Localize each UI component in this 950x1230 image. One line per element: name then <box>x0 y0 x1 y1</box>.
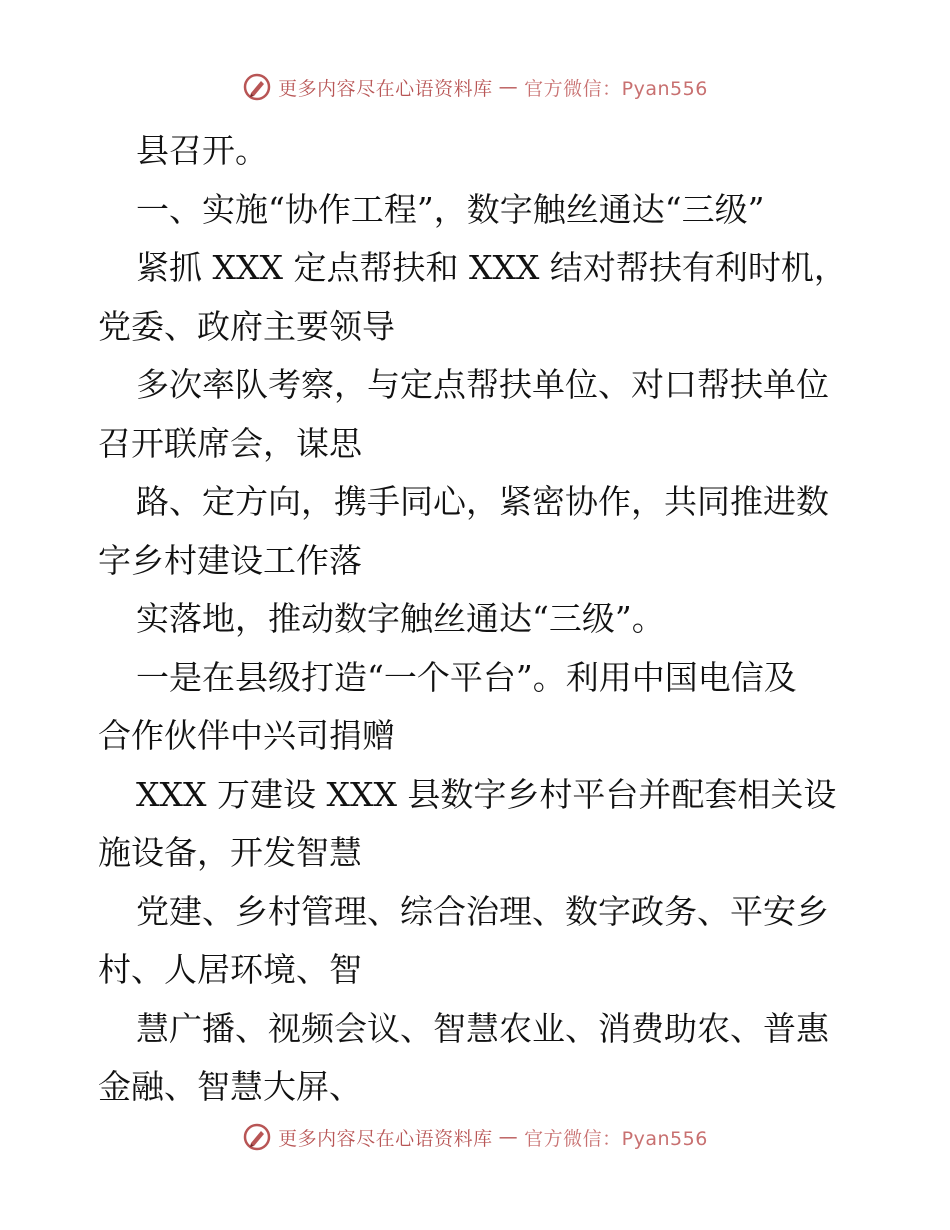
text-line: 村、人居环境、智 <box>98 950 362 989</box>
text-line: 紧抓 XXX 定点帮扶和 XXX 结对帮扶有利时机， <box>136 248 847 287</box>
watermark-wechat: 官方微信：Pyan556 <box>524 77 708 100</box>
pen-logo-icon <box>242 72 272 102</box>
text-line: 字乡村建设工作落 <box>98 540 362 580</box>
footer-watermark <box>0 1122 950 1152</box>
text-line: 慧广播、视频会议、智慧农业、消费助农、普惠 <box>136 1008 829 1048</box>
watermark-dash: — <box>498 1126 519 1148</box>
text-line: 施设备，开发智慧 <box>98 833 362 872</box>
text-line: 多次率队考察，与定点帮扶单位、对口帮扶单位 <box>136 365 829 404</box>
text-line: 一、实施“协作工程”，数字触丝通达“三级” <box>136 189 765 229</box>
header-watermark <box>0 72 950 102</box>
watermark-wechat: 官方微信：Pyan556 <box>524 1127 708 1150</box>
text-line: 金融、智慧大屏、 <box>98 1067 362 1106</box>
text-line: 合作伙伴中兴司捐赠 <box>98 716 395 755</box>
text-line: 县召开。 <box>136 131 268 170</box>
watermark-text: 更多内容尽在心语资料库 <box>278 77 493 100</box>
pen-logo-icon <box>242 1122 272 1152</box>
text-line: XXX 万建设 XXX 县数字乡村平台并配套相关设 <box>136 774 837 814</box>
body-text <box>98 122 858 1117</box>
text-line: 实落地，推动数字触丝通达“三级”。 <box>136 599 665 638</box>
text-line: 党建、乡村管理、综合治理、数字政务、平安乡 <box>136 891 829 931</box>
text-line: 党委、政府主要领导 <box>98 306 395 346</box>
text-line: 召开联席会，谋思 <box>98 423 362 463</box>
watermark-text: 更多内容尽在心语资料库 <box>278 1127 493 1150</box>
text-line: 一是在县级打造“一个平台”。利用中国电信及 <box>136 657 797 697</box>
text-line: 路、定方向，携手同心，紧密协作，共同推进数 <box>136 482 829 521</box>
watermark-dash: — <box>498 76 519 98</box>
